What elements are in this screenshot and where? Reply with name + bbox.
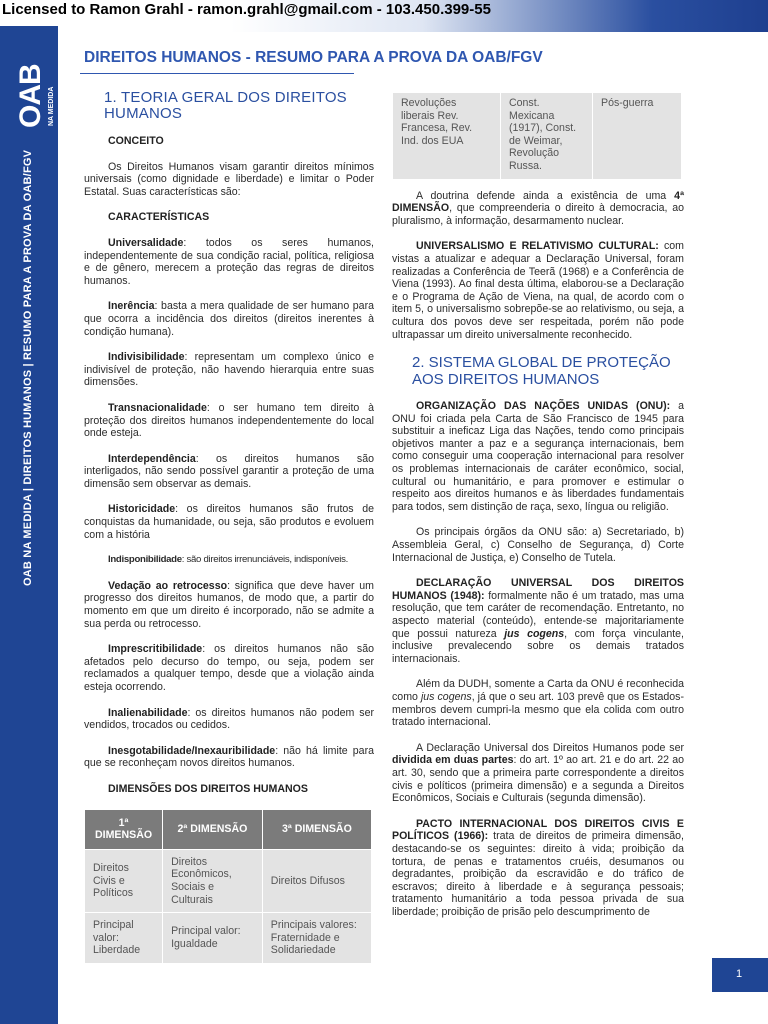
table-header: 3ª DIMENSÃO xyxy=(262,809,371,849)
item-imprescritibilidade: Imprescritibilidade: os direitos humanos não são afetados pelo decurso do tempo, ou seja, podem ser reclamados a qualquer tempo, desde que a violação ainda esteja ocorrendo. xyxy=(84,643,374,693)
table-header: 2ª DIMENSÃO xyxy=(163,809,263,849)
p-orgaos: Os principais órgãos da ONU são: a) Secretariado, b) Assembleia Geral, c) Conselho de Segurança, d) Corte Internacional de Justiça, e) Conselho de Tutela. xyxy=(392,526,684,564)
table-row xyxy=(85,913,372,964)
table-cell: Direitos Difusos xyxy=(262,849,371,912)
logo-main: OAB xyxy=(14,64,47,128)
table-cell: Principais valores: Fraternidade e Solidariedade xyxy=(262,913,371,964)
p-onu: ORGANIZAÇÃO DAS NAÇÕES UNIDAS (ONU): a ONU foi criada pela Carta de São Francisco de 1945 para substituir a ineficaz Liga das Nações, tendo como principais objetivos manter a paz e a segurança internacionais, bem como conseguir uma cooperação internacional para resolver os problemas internacionais de caráter econômico, social, cultural ou humanitário, e para promover e estimular o respeito aos direitos humanos e às liberdades fundamentais para todos, sem distinção de raça, sexo, língua ou religião. xyxy=(392,400,684,513)
p-dudh: Além da DUDH, somente a Carta da ONU é reconhecida como jus cogens, já que o seu art. 103 prevê que os Estados-membros devem cumpri-la mesmo que ela colida com outro tratado internacional. xyxy=(392,678,684,729)
table-cell: Const. Mexicana (1917), Const. de Weimar, Revolução Russa. xyxy=(501,93,593,180)
p-universalismo: UNIVERSALISMO E RELATIVISMO CULTURAL: com vistas a atualizar e adequar a Declaração Universal, foram realizadas a Conferência de Teerã (1968) e a Conferência de Viena (1993). Ao final desta última, elaborou-se a Declaração e o Programa de Ação de Viena, na qual, de acordo com o item 5, o universalismo sobrepõe-se ao relativismo, ou seja, a cultura dos povos deve ser respeitada, porém não pode ultrapassar um direito universalmente reconhecido. xyxy=(392,240,684,341)
dimensions-origin-table xyxy=(392,92,682,180)
table-cell: Principal valor: Liberdade xyxy=(85,913,163,964)
sidebar xyxy=(0,26,58,1024)
table-cell: Principal valor: Igualdade xyxy=(163,913,263,964)
p-duas-partes: A Declaração Universal dos Direitos Humanos pode ser dividida em duas partes: do art. 1º ao art. 21 e do art. 22 ao art. 30, sendo que a primeira parte correspondente a direitos civis e políticos (primeira dimensão) e a segunda a Direitos Econômicos, Sociais e Culturais (segunda dimensão). xyxy=(392,741,684,805)
table-header-row xyxy=(85,809,372,849)
table-row xyxy=(393,93,682,180)
item-indisponibilidade: Indisponibilidade: são direitos irrenunciáveis, indisponíveis. xyxy=(108,554,349,566)
table-header: 1ª DIMENSÃO xyxy=(85,809,163,849)
conceito-label: CONCEITO xyxy=(108,135,164,147)
item-vedacao: Vedação ao retrocesso: significa que deve haver um progresso dos direitos humanos, de modo que, a partir do momento em que um direito é incorporado, não se admite a sua perda ou retrocesso. xyxy=(84,579,375,630)
logo-sub: NA MEDIDA xyxy=(48,86,55,126)
title-divider xyxy=(80,73,354,74)
table-cell: Pós-guerra xyxy=(593,93,682,180)
item-inerencia: Inerência: basta a mera qualidade de ser humano para que ocorra a incidência dos direitos (direitos inerentes à condição humana). xyxy=(84,300,374,338)
p-quarta-dimensao: A doutrina defende ainda a existência de uma 4ª DIMENSÃO, que compreenderia o direito à democracia, ao pluralismo, à informação, desarmamento nuclear. xyxy=(392,189,684,227)
left-column xyxy=(84,90,374,964)
right-column xyxy=(392,90,684,931)
caracteristicas-label: CARACTERÍSTICAS xyxy=(108,211,210,224)
sidebar-vertical-text: OAB NA MEDIDA | DIREITOS HUMANOS | RESUMO PARA A PROVA DA OAB/FGV xyxy=(22,149,34,586)
table-cell: Direitos Econômicos, Sociais e Culturais xyxy=(163,849,263,912)
item-indivisibilidade: Indivisibilidade: representam um complexo único e indivisível de proteção, não havendo hierarquia entre suas dimensões. xyxy=(84,351,374,389)
dimensoes-label: DIMENSÕES DOS DIREITOS HUMANOS xyxy=(108,782,308,795)
oab-logo xyxy=(8,64,55,136)
table-row xyxy=(85,849,372,912)
p-declaracao: DECLARAÇÃO UNIVERSAL DOS DIREITOS HUMANOS (1948): formalmente não é um tratado, mas uma resolução, que tem caráter de recomendação. Entretanto, no aspecto material (conteúdo), entende-se majoritariamente que possui natureza jus cogens, com força vinculante, inclusive prevalecendo sobre os demais tratados internacionais. xyxy=(392,577,685,665)
item-transnacionalidade: Transnacionalidade: o ser humano tem direito à proteção dos direitos humanos independentemente do local onde esteja. xyxy=(84,401,374,440)
p-pacto: PACTO INTERNACIONAL DOS DIREITOS CIVIS E POLÍTICOS (1966): trata de direitos de primeira dimensão, destacando-se os seguintes: direito à vida; proibição da tortura, de penas e tratamentos cruéis, desumanos ou degradantes, proibição da escravidão e do tráfico de escravos; direito à liberdade e à segurança pessoais; tratamento humanitário a toda pessoa privada de sua liberdade; proibição de prisão pelo descumprimento de xyxy=(392,817,684,918)
section2-heading: 2. SISTEMA GLOBAL DE PROTEÇÃO AOS DIREITOS HUMANOS xyxy=(412,354,671,389)
item-interdependencia: Interdependência: os direitos humanos são interligados, não sendo possível garantir a proteção de uma dimensão sem observar as demais. xyxy=(84,452,374,490)
item-historicidade: Historicidade: os direitos humanos são frutos de conquistas da humanidade, ou seja, são produtos e evoluem com a história xyxy=(84,503,374,541)
conceito-text: Os Direitos Humanos visam garantir direitos mínimos universais (como dignidade e liberdade) e limitar o Poder Estatal. Suas características são: xyxy=(84,160,374,198)
license-watermark: Licensed to Ramon Grahl - ramon.grahl@gmail.com - 103.450.399-55 xyxy=(2,1,491,18)
dimensions-table xyxy=(84,809,372,964)
table-cell: Direitos Civis e Políticos xyxy=(85,849,163,912)
table-cell: Revoluções liberais Rev. Francesa, Rev. Ind. dos EUA xyxy=(393,93,501,180)
section1-heading: 1. TEORIA GERAL DOS DIREITOS HUMANOS xyxy=(104,89,347,122)
item-inesgotabilidade: Inesgotabilidade/Inexauribilidade: não há limite para que se reconheçam novos direitos humanos. xyxy=(84,744,374,770)
page-title: DIREITOS HUMANOS - RESUMO PARA A PROVA DA OAB/FGV xyxy=(84,49,543,66)
page-number: 1 xyxy=(712,958,768,992)
item-universalidade: Universalidade: todos os seres humanos, independentemente de sua condição racial, política, religiosa e de gênero, merecem a proteção das regras de direitos humanos. xyxy=(84,236,374,287)
item-inalienabilidade: Inalienabilidade: os direitos humanos não podem ser vendidos, trocados ou cedidos. xyxy=(84,706,374,732)
